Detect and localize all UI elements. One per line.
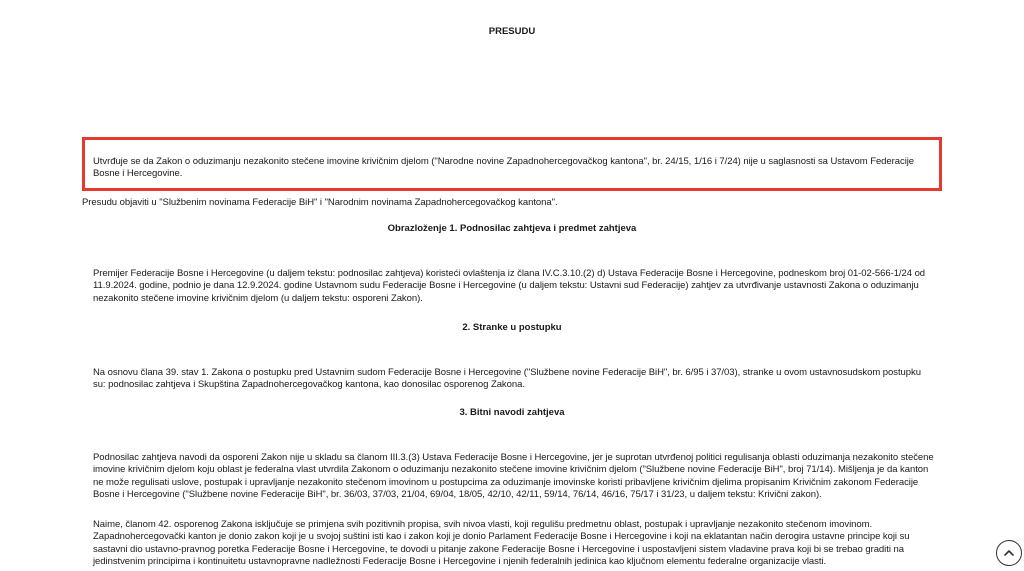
section3-paragraph-1: Podnosilac zahtjeva navodi da osporeni Zakon nije u skladu sa članom III.3.(3) Ustava Federacije Bosne i Hercegovine, jer je suprotan utvrđenoj politici regulisanja oblasti oduzimanja nezakonito stečene imovine krivičnim djelom koju oblast je federalna vlast utvrdila Zakonom o oduzimanju nezakonito stečene imovine krivičnim djelom ("Službene novine Federacije BiH", broj 71/14). Mišljenja je da kanton ne može regulisati uslove, postupak i upravljanje nezakonito stečenom imovinom u postupcima za oduzimanje imovinske koristi pribavljene krivičnim djelima propisanim Krivičnim zakonom Federacije Bosne i Hercegovine ("Službene novine Federacije BiH", br. 36/03, 37/03, 21/04, 69/04, 18/05, 42/10, 42/11, 59/14, 76/14, 46/16, 75/17 i 31/23, u daljem tekstu: Krivični zakon). [93,452,934,501]
publish-paragraph: Presudu objaviti u "Službenim novinama Federacije BiH" i "Narodnim novinama Zapadnohercegovačkog kantona". [82,197,558,208]
section1-paragraph: Premijer Federacije Bosne i Hercegovine (u daljem tekstu: podnosilac zahtjeva) koristeći ovlaštenja iz člana IV.C.3.10.(2) d) Ustava Federacije Bosne i Hercegovine, podneskom broj 01-02-566-1/24 od 11.9.2024. godine, podnio je dana 12.9.2024. godine Ustavnom sudu Federacije Bosne i Hercegovine (u daljem tekstu: Ustavni sud Federacije) zahtjev za utvrđivanje ustavnosti Zakona o oduzimanju nezakonito stečene imovine krivičnim djelom (u daljem tekstu: osporeni Zakon). [93,268,926,304]
section2-paragraph: Na osnovu člana 39. stav 1. Zakona o postupku pred Ustavnim sudom Federacije Bosne i Hercegovine ("Službene novine Federacije BiH", br. 6/95 i 37/03), stranke u ovom ustavnosudskom postupku su: podnosilac zahtjeva i Skupština Zapadnohercegovačkog kantona, kao donosilac osporenog Zakona. [93,367,921,391]
section-heading-2: 2. Stranke u postupku [462,322,562,333]
document-title: PRESUDU [488,26,536,37]
scroll-to-top-button[interactable] [996,540,1022,566]
decision-paragraph: Utvrđuje se da Zakon o oduzimanju nezakonito stečene imovine krivičnim djelom ("Narodne novine Zapadnohercegovačkog kantona", br. 24/15, 1/16 i 7/24) nije u saglasnosti sa Ustavom Federacije Bosne i Hercegovine. [93,156,915,180]
chevron-up-icon [1003,547,1015,559]
section3-paragraph-2: Naime, članom 42. osporenog Zakona isključuje se primjena svih pozitivnih propisa, svih nivoa vlasti, koji regulišu predmetnu oblast, postupak i upravljanje nezakonito stečenom imovinom. Zapadnohercegovački kanton je donio zakon koji je u svojoj suštini isti kao i zakon koji je donio Parlament Federacije Bosne i Hercegovine i koji na eklatantan način derogira ustavne principe koji su sastavni dio ustavno-pravnog poretka Federacije Bosne i Hercegovine, te dovodi u pitanje zakone Federacije Bosne i Hercegovine i uspostavljeni sistem vladavine prava koji bi se trebao graditi na jedinstvenim principima i kontinuitetu ustavnopravne nadležnosti Federacije Bosne i Hercegovine i njenih federalnih jedinica kao ključnom elementu federalne organizacije vlasti. [93,519,910,568]
section-heading-1: Obrazloženje 1. Podnosilac zahtjeva i predmet zahtjeva [387,223,637,234]
section-heading-3: 3. Bitni navodi zahtjeva [459,407,565,418]
